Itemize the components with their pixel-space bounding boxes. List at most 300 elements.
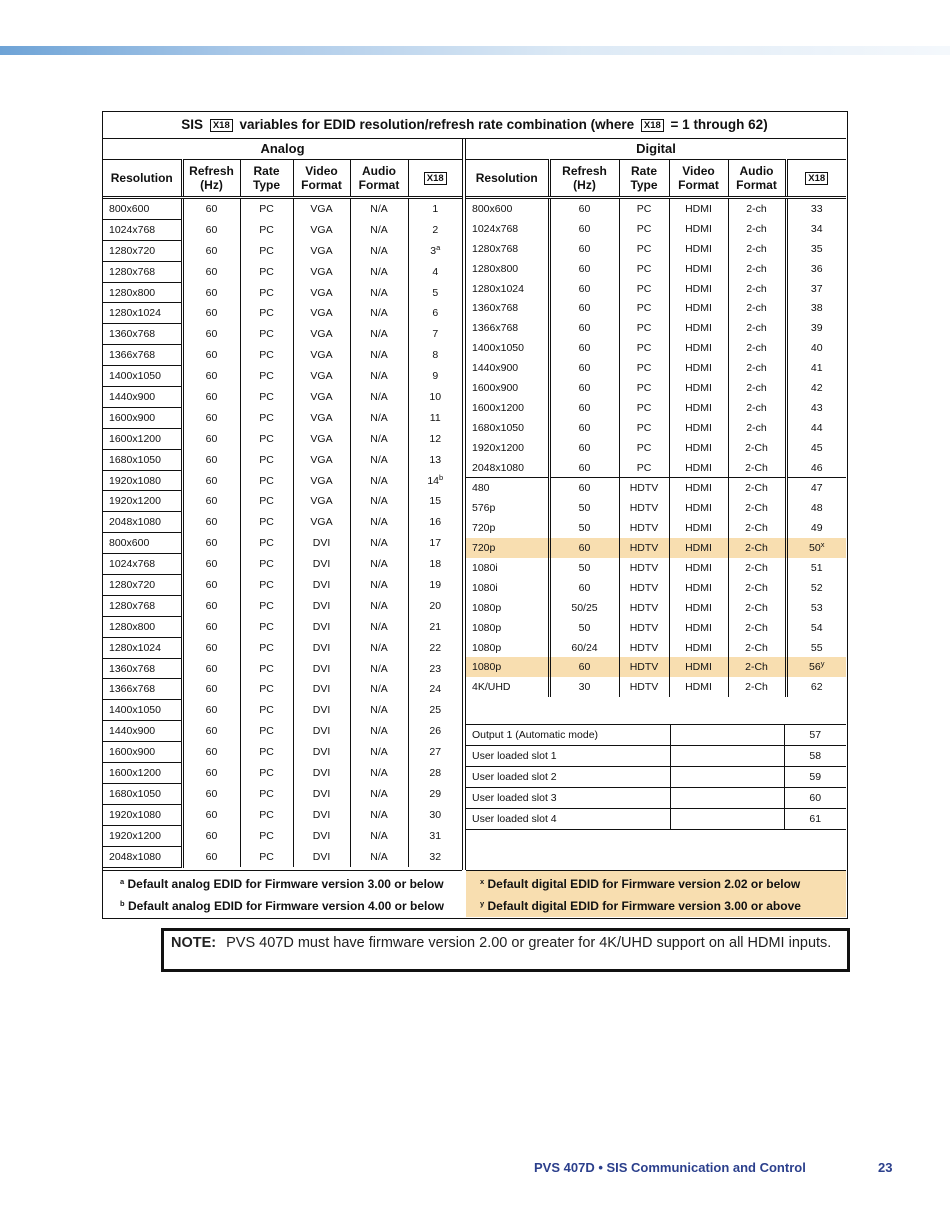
table-cell: [549, 318, 619, 338]
cell-value: 53: [810, 601, 823, 614]
cell-value: N/A: [370, 495, 388, 508]
table-cell: [728, 598, 786, 618]
cell-value: DVI: [312, 620, 331, 633]
cell-value: 2-Ch: [745, 522, 768, 535]
cell-value: PC: [259, 620, 274, 633]
cell-value: HDMI: [685, 222, 712, 235]
table-cell: [103, 219, 182, 240]
cell-value: 32: [429, 850, 442, 863]
table-cell: [293, 575, 350, 596]
table-row: [103, 533, 462, 554]
table-cell: [549, 398, 619, 418]
table-cell: [408, 658, 462, 679]
column-header: Refresh (Hz): [182, 160, 240, 198]
title-variable-box: X18: [210, 119, 233, 132]
table-cell: [182, 303, 240, 324]
table-cell: [350, 324, 408, 345]
table-cell: [182, 554, 240, 575]
cell-value: 1920x1200: [109, 829, 161, 842]
cell-value: 60: [205, 307, 218, 320]
table-cell: [293, 366, 350, 387]
cell-value: HDMI: [685, 362, 712, 375]
cell-value: HDMI: [685, 342, 712, 355]
table-cell: [619, 318, 669, 338]
cell-value: N/A: [370, 286, 388, 299]
table-cell: [408, 804, 462, 825]
cell-value: HDMI: [685, 421, 712, 434]
cell-value: 38: [810, 302, 823, 315]
table-cell: [350, 721, 408, 742]
table-cell: [466, 358, 549, 378]
cell-value: HDMI: [685, 282, 712, 295]
cell-value: 60: [205, 808, 218, 821]
cell-value: 14: [427, 474, 439, 487]
table-cell: [408, 679, 462, 700]
table-cell: [466, 219, 549, 239]
table-cell: [240, 721, 293, 742]
table-title: [103, 112, 846, 139]
table-cell: [619, 298, 669, 318]
table-cell: [182, 637, 240, 658]
table-row: [103, 575, 462, 596]
cell-value: 2-ch: [746, 401, 767, 414]
table-cell: [549, 598, 619, 618]
table-cell: [619, 198, 669, 219]
table-row: [103, 303, 462, 324]
cell-value: 1440x900: [472, 362, 519, 375]
cell-value: HDMI: [685, 561, 712, 574]
slot-empty-cell: [670, 746, 784, 767]
table-cell: [103, 282, 182, 303]
table-cell: [240, 366, 293, 387]
table-cell: [549, 219, 619, 239]
slot-number: 58: [784, 746, 846, 767]
table-cell: [103, 366, 182, 387]
cell-value: 31: [429, 829, 442, 842]
table-cell: [103, 554, 182, 575]
cell-value: 1600x1200: [109, 766, 161, 779]
cell-value: PC: [636, 342, 652, 355]
table-row: [103, 804, 462, 825]
table-cell: [728, 318, 786, 338]
cell-value: 2-ch: [746, 322, 767, 335]
table-cell: [182, 428, 240, 449]
cell-value: N/A: [370, 370, 388, 383]
cell-value: DVI: [312, 704, 331, 717]
cell-value: 62: [810, 681, 823, 694]
table-cell: [293, 387, 350, 408]
table-cell: [669, 418, 728, 438]
table-cell: [240, 700, 293, 721]
cell-value: VGA: [310, 349, 333, 362]
cell-value: 2-Ch: [745, 542, 768, 555]
cell-value: 2048x1080: [472, 461, 524, 474]
cell-value: HDTV: [629, 601, 659, 614]
slot-number: 59: [784, 767, 846, 788]
cell-value: N/A: [370, 766, 388, 779]
table-cell: [408, 533, 462, 554]
cell-value: HDMI: [685, 621, 712, 634]
cell-value: 1600x900: [472, 381, 519, 394]
table-cell: [350, 804, 408, 825]
table-cell: [240, 428, 293, 449]
table-cell: [466, 618, 549, 638]
table-cell: [293, 491, 350, 512]
cell-value: N/A: [370, 746, 388, 759]
cell-value: 60: [205, 558, 218, 571]
cell-value: HDMI: [685, 542, 712, 555]
table-cell: [786, 478, 846, 498]
table-cell: [728, 657, 786, 677]
cell-value: 24: [429, 683, 442, 696]
cell-value: PC: [259, 516, 274, 529]
footnote-mark: a: [120, 877, 125, 886]
slot-empty-cell: [670, 767, 784, 788]
cell-value: HDTV: [629, 561, 659, 574]
table-cell: [350, 407, 408, 428]
table-cell: [240, 345, 293, 366]
table-row: [466, 478, 846, 498]
table-cell: [103, 428, 182, 449]
table-cell: [619, 478, 669, 498]
table-cell: [466, 438, 549, 458]
cell-value: 60: [205, 641, 218, 654]
slot-number: 61: [784, 809, 846, 830]
table-cell: [786, 677, 846, 697]
table-cell: [240, 763, 293, 784]
cell-value: 50: [809, 542, 821, 555]
table-row: [103, 595, 462, 616]
cell-value: 60: [578, 661, 591, 674]
table-row: [103, 407, 462, 428]
table-cell: [728, 279, 786, 299]
cell-value: 2-ch: [746, 421, 767, 434]
table-cell: [669, 478, 728, 498]
table-cell: [350, 387, 408, 408]
table-cell: [350, 533, 408, 554]
cell-value: HDMI: [685, 522, 712, 535]
table-cell: [182, 658, 240, 679]
cell-value: 1680x1050: [109, 453, 161, 466]
table-cell: [549, 259, 619, 279]
cell-value: DVI: [312, 683, 331, 696]
cell-value: N/A: [370, 390, 388, 403]
cell-value: 2-ch: [746, 362, 767, 375]
cell-value: 60: [205, 411, 218, 424]
cell-value: 1920x1200: [109, 495, 161, 508]
table-cell: [619, 518, 669, 538]
table-cell: [786, 318, 846, 338]
cell-value: PC: [259, 558, 274, 571]
cell-value: 20: [429, 599, 442, 612]
table-cell: [408, 554, 462, 575]
cell-value: HDMI: [685, 322, 712, 335]
table-cell: [728, 498, 786, 518]
slot-row: [466, 767, 846, 788]
table-cell: [103, 512, 182, 533]
slot-row: [466, 809, 846, 830]
cell-value: 2-ch: [746, 381, 767, 394]
table-cell: [182, 449, 240, 470]
table-cell: [786, 578, 846, 598]
table-cell: [293, 637, 350, 658]
cell-value: VGA: [310, 495, 333, 508]
table-cell: [408, 491, 462, 512]
table-cell: [728, 518, 786, 538]
table-cell: [549, 298, 619, 318]
table-cell: [103, 804, 182, 825]
table-cell: [669, 239, 728, 259]
table-cell: [240, 491, 293, 512]
table-row: [466, 598, 846, 618]
cell-value: N/A: [370, 474, 388, 487]
slot-label: Output 1 (Automatic mode): [466, 725, 670, 746]
footnote-mark: y: [820, 659, 825, 669]
cell-value: 480: [472, 482, 490, 495]
slot-number: 60: [784, 788, 846, 809]
footnote: [480, 899, 846, 921]
footnote-text: Default digital EDID for Firmware version 2.02 or below: [487, 877, 801, 891]
table-row: [466, 498, 846, 518]
cell-value: 60: [205, 829, 218, 842]
table-cell: [669, 298, 728, 318]
table-cell: [408, 282, 462, 303]
table-cell: [103, 846, 182, 867]
cell-value: 1024x768: [109, 223, 156, 236]
cell-value: 50: [578, 522, 591, 535]
cell-value: 22: [429, 641, 442, 654]
cell-value: N/A: [370, 453, 388, 466]
footnote-mark: b: [120, 899, 125, 908]
cell-value: 36: [810, 262, 823, 275]
cell-value: VGA: [310, 223, 333, 236]
cell-value: 1600x900: [109, 746, 156, 759]
table-cell: [408, 387, 462, 408]
cell-value: 2-Ch: [745, 502, 768, 515]
cell-value: PC: [259, 432, 274, 445]
table-cell: [549, 618, 619, 638]
table-cell: [728, 438, 786, 458]
table-cell: [728, 418, 786, 438]
cell-value: 1280x768: [109, 599, 156, 612]
table-row: [103, 198, 462, 220]
table-cell: [293, 804, 350, 825]
table-cell: [293, 303, 350, 324]
cell-value: 60/24: [571, 641, 598, 654]
table-cell: [182, 470, 240, 491]
table-cell: [103, 742, 182, 763]
table-cell: [669, 398, 728, 418]
cell-value: 54: [810, 621, 823, 634]
cell-value: N/A: [370, 328, 388, 341]
table-cell: [466, 239, 549, 259]
table-cell: [408, 470, 462, 491]
cell-value: 1440x900: [109, 725, 156, 738]
table-cell: [669, 498, 728, 518]
cell-value: 60: [205, 328, 218, 341]
cell-value: HDMI: [685, 502, 712, 515]
table-cell: [619, 279, 669, 299]
cell-value: 1080p: [472, 601, 502, 614]
table-cell: [350, 303, 408, 324]
table-cell: [240, 783, 293, 804]
table-cell: [240, 407, 293, 428]
table-row: [103, 428, 462, 449]
column-header-variable-box: X18: [805, 172, 828, 185]
table-row: [103, 366, 462, 387]
cell-value: 576p: [472, 502, 496, 515]
cell-value: 1600x1200: [109, 432, 161, 445]
table-cell: [182, 783, 240, 804]
cell-value: HDTV: [629, 641, 659, 654]
table-cell: [293, 595, 350, 616]
table-row: [103, 763, 462, 784]
cell-value: PC: [636, 262, 652, 275]
cell-value: N/A: [370, 244, 388, 257]
table-cell: [240, 742, 293, 763]
table-cell: [786, 438, 846, 458]
table-row: [103, 721, 462, 742]
cell-value: 1600x900: [109, 411, 156, 424]
slot-label: User loaded slot 4: [466, 809, 670, 830]
table-row: [466, 618, 846, 638]
cell-value: 55: [810, 641, 823, 654]
cell-value: 1280x800: [109, 286, 156, 299]
table-cell: [669, 677, 728, 697]
cell-value: PC: [259, 683, 274, 696]
cell-value: 60: [205, 537, 218, 550]
table-cell: [103, 449, 182, 470]
table-cell: [728, 458, 786, 478]
table-cell: [350, 846, 408, 867]
table-cell: [103, 324, 182, 345]
table-row: [103, 616, 462, 637]
table-row: [103, 449, 462, 470]
table-row: [103, 637, 462, 658]
table-cell: [466, 518, 549, 538]
cell-value: N/A: [370, 203, 388, 216]
cell-value: 60: [205, 725, 218, 738]
table-row: [103, 742, 462, 763]
table-cell: [619, 558, 669, 578]
table-cell: [408, 721, 462, 742]
table-cell: [103, 658, 182, 679]
table-cell: [103, 491, 182, 512]
analog-heading: Analog: [260, 141, 305, 156]
cell-value: HDTV: [629, 522, 659, 535]
table-cell: [182, 721, 240, 742]
table-cell: [182, 742, 240, 763]
footnote-text: Default analog EDID for Firmware version 3.00 or below: [127, 877, 444, 891]
cell-value: PC: [259, 578, 274, 591]
table-cell: [466, 259, 549, 279]
cell-value: 4: [432, 265, 439, 278]
table-cell: [293, 658, 350, 679]
cell-value: 60: [205, 746, 218, 759]
cell-value: PC: [259, 537, 274, 550]
footnote-mark: b: [439, 472, 444, 482]
table-cell: [240, 679, 293, 700]
table-cell: [182, 825, 240, 846]
cell-value: 1440x900: [109, 390, 156, 403]
cell-value: 15: [429, 495, 442, 508]
slot-number: 57: [784, 725, 846, 746]
table-cell: [549, 478, 619, 498]
table-row: [103, 345, 462, 366]
cell-value: PC: [636, 222, 652, 235]
table-cell: [669, 279, 728, 299]
cell-value: 10: [429, 390, 442, 403]
table-cell: [240, 449, 293, 470]
table-cell: [669, 598, 728, 618]
table-cell: [669, 198, 728, 219]
cell-value: N/A: [370, 578, 388, 591]
cell-value: 1280x1024: [109, 307, 161, 320]
table-cell: [293, 763, 350, 784]
cell-value: 50: [578, 621, 591, 634]
cell-value: VGA: [310, 411, 333, 424]
cell-value: 800x600: [472, 202, 513, 215]
table-cell: [350, 616, 408, 637]
digital-heading: Digital: [636, 141, 676, 156]
table-cell: [293, 240, 350, 261]
cell-value: 1280x1024: [109, 641, 161, 654]
cell-value: 1920x1080: [109, 474, 161, 487]
digital-table: [466, 159, 846, 697]
table-cell: [408, 449, 462, 470]
cell-value: DVI: [312, 537, 331, 550]
table-cell: [786, 378, 846, 398]
cell-value: 60: [205, 662, 218, 675]
cell-value: 1400x1050: [109, 370, 161, 383]
table-cell: [182, 282, 240, 303]
cell-value: PC: [636, 302, 652, 315]
table-cell: [182, 219, 240, 240]
cell-value: PC: [259, 474, 274, 487]
table-cell: [728, 338, 786, 358]
slot-row: [466, 746, 846, 767]
table-cell: [293, 846, 350, 867]
table-cell: [408, 428, 462, 449]
cell-value: PC: [636, 421, 652, 434]
table-cell: [549, 677, 619, 697]
table-cell: [786, 458, 846, 478]
table-cell: [786, 538, 846, 558]
table-row: [466, 398, 846, 418]
cell-value: 60: [205, 850, 218, 863]
cell-value: 60: [205, 474, 218, 487]
cell-value: PC: [259, 328, 274, 341]
cell-value: VGA: [310, 453, 333, 466]
cell-value: HDMI: [685, 581, 712, 594]
table-cell: [350, 658, 408, 679]
table-cell: [466, 677, 549, 697]
cell-value: 60: [578, 381, 591, 394]
table-cell: [350, 449, 408, 470]
cell-value: PC: [259, 662, 274, 675]
cell-value: 800x600: [109, 537, 150, 550]
edid-table-frame: [102, 111, 848, 919]
table-cell: [408, 700, 462, 721]
table-cell: [669, 638, 728, 658]
cell-value: PC: [259, 286, 274, 299]
table-cell: [293, 825, 350, 846]
cell-value: 2-ch: [746, 262, 767, 275]
note-label: NOTE:: [171, 935, 217, 951]
table-cell: [786, 239, 846, 259]
cell-value: 1080p: [472, 621, 502, 634]
table-row: [466, 578, 846, 598]
